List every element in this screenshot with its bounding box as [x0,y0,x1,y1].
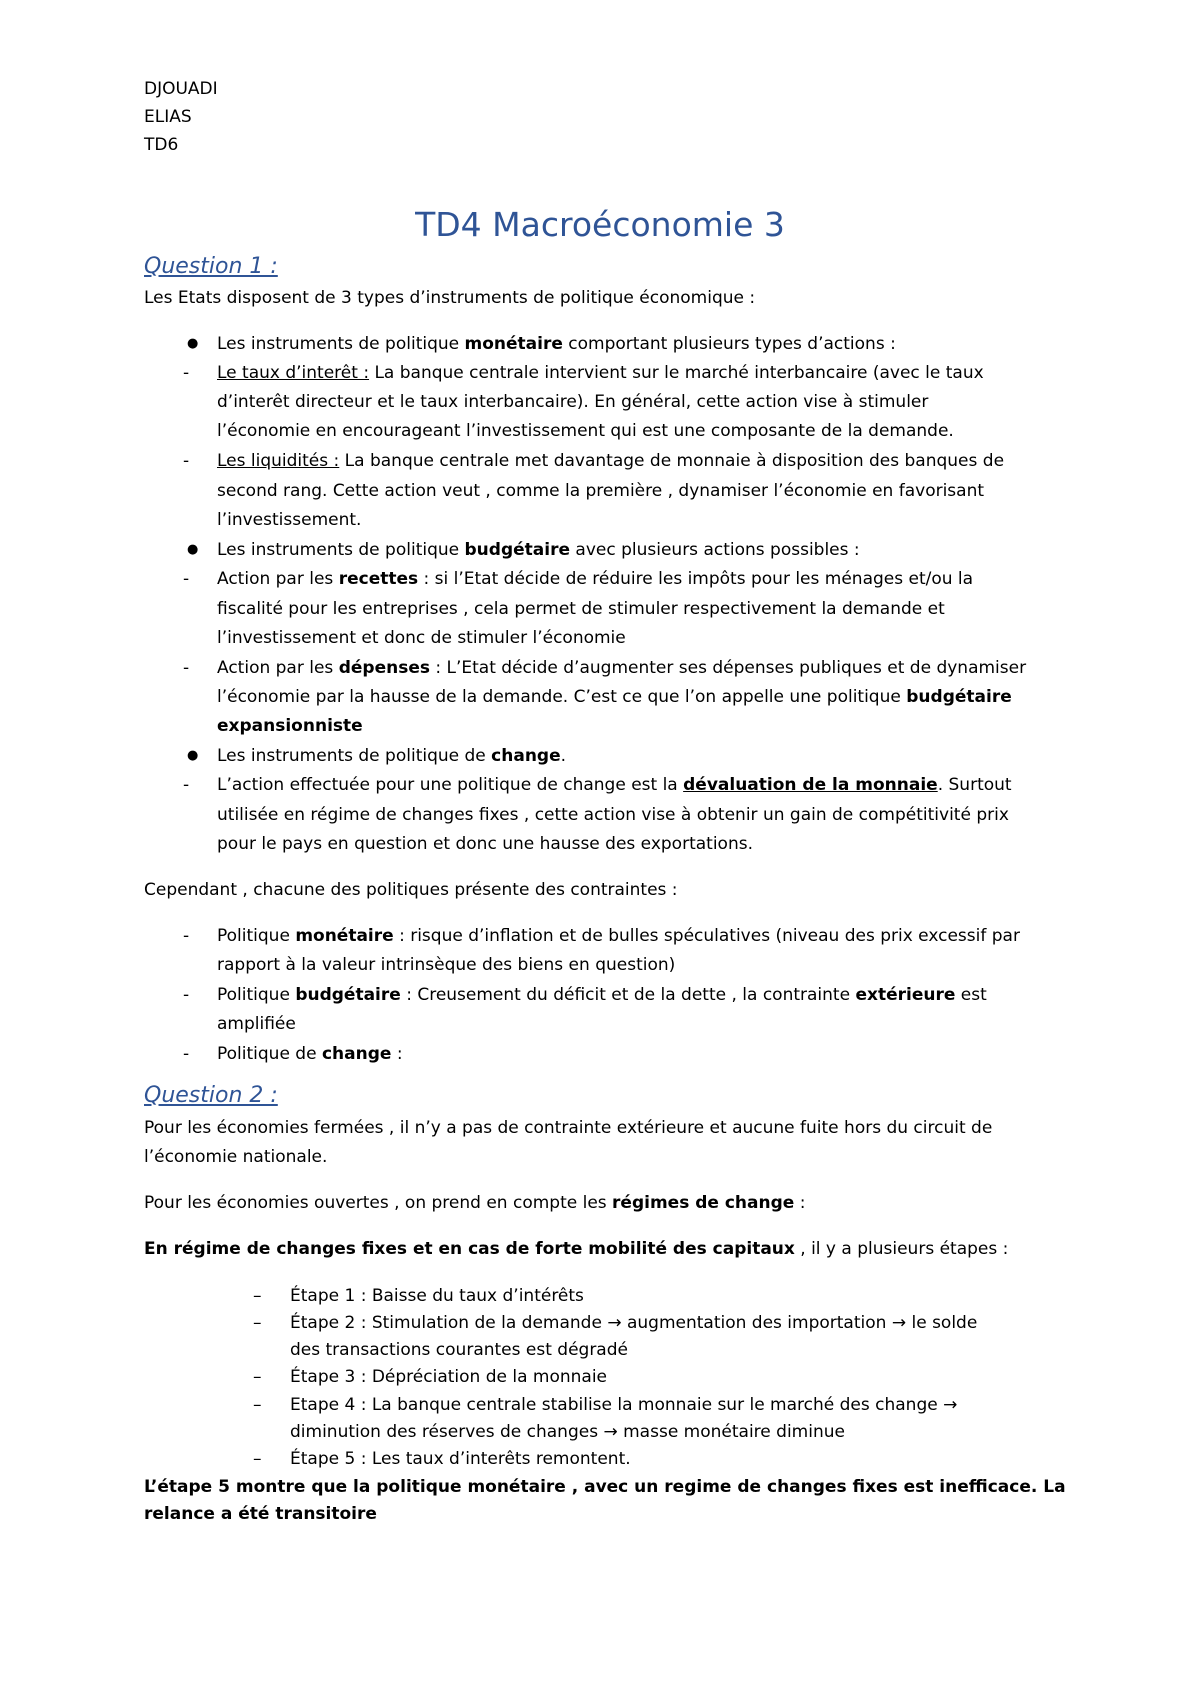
liquidites-line-2: second rang. Cette action veut , comme la première , dynamiser l’économie en favorisant [217,481,985,501]
etape-2-line-1: Étape 2 : Stimulation de la demande → augmentation des importation → le solde [290,1313,978,1333]
dash-icon: – [253,1449,262,1469]
arrow-right-icon: → [603,1422,618,1442]
question-2-heading: Question 2 : [144,1083,278,1108]
etape-4-line-1: Etape 4 : La banque centrale stabilise la monnaie sur le marché des change → [290,1395,958,1415]
etape-1: Étape 1 : Baisse du taux d’intérêts [290,1286,584,1306]
liquidites-line-1: Les liquidités : La banque centrale met davantage de monnaie à disposition des banques de [217,451,1005,471]
monetaire-line: Les instruments de politique monétaire comportant plusieurs types d’actions : [217,334,896,354]
taux-line-3: l’économie en encourageant l’investissement qui est une composante de la demande. [217,421,954,441]
fixes-line: En régime de changes fixes et en cas de forte mobilité des capitaux , il y a plusieurs étapes : [144,1239,1009,1259]
recettes-line-1: Action par les recettes : si l’Etat décide de réduire les impôts pour les ménages et/ou la [217,569,974,589]
bullet-icon: ● [187,336,199,351]
depenses-line-1: Action par les dépenses : L’Etat décide d’augmenter ses dépenses publiques et de dynamiser [217,658,1027,678]
depenses-line-3: expansionniste [217,716,363,736]
bullet-icon: ● [187,542,199,557]
cependant-line: Cependant , chacune des politiques présente des contraintes : [144,880,678,900]
c-change-line: Politique de change : [217,1044,403,1064]
budgetaire-line: Les instruments de politique budgétaire avec plusieurs actions possibles : [217,540,860,560]
fermees-line-2: l’économie nationale. [144,1147,328,1167]
recettes-line-3: l’investissement et donc de stimuler l’économie [217,628,626,648]
devaluation-line-1: L’action effectuée pour une politique de change est la dévaluation de la monnaie. Surtout [217,775,1012,795]
dash-icon: – [253,1286,262,1306]
dash-icon: - [183,658,190,678]
author-first-name: ELIAS [144,107,192,127]
dash-icon: - [183,775,190,795]
conclusion-line-1: L’étape 5 montre que la politique monétaire , avec un regime de changes fixes est inefficace. La [144,1477,1066,1497]
dash-icon: – [253,1395,262,1415]
document-title: TD4 Macroéconomie 3 [415,205,785,244]
c-monetaire-line-1: Politique monétaire : risque d’inflation et de bulles spéculatives (niveau des prix excessif par [217,926,1020,946]
recettes-line-2: fiscalité pour les entreprises , cela permet de stimuler respectivement la demande et [217,599,945,619]
dash-icon: - [183,451,190,471]
dash-icon: – [253,1367,262,1387]
c-monetaire-line-2: rapport à la valeur intrinsèque des biens en question) [217,955,676,975]
dash-icon: – [253,1313,262,1333]
liquidites-line-3: l’investissement. [217,510,362,530]
conclusion-line-2: relance a été transitoire [144,1504,377,1524]
etape-3: Étape 3 : Dépréciation de la monnaie [290,1367,608,1387]
taux-line-2: d’interêt directeur et le taux interbancaire). En général, cette action vise à stimuler [217,392,929,412]
fermees-line-1: Pour les économies fermées , il n’y a pas de contrainte extérieure et aucune fuite hors du circuit de [144,1118,993,1138]
depenses-line-2: l’économie par la hausse de la demande. C’est ce que l’on appelle une politique budgétaire [217,687,1012,707]
ouvertes-line: Pour les économies ouvertes , on prend en compte les régimes de change : [144,1193,806,1213]
devaluation-line-2: utilisée en régime de changes fixes , cette action vise à obtenir un gain de compétitivité prix [217,805,1009,825]
arrow-right-icon: → [943,1395,958,1415]
devaluation-line-3: pour le pays en question et donc une hausse des exportations. [217,834,753,854]
taux-line-1: Le taux d’interêt : La banque centrale intervient sur le marché interbancaire (avec le taux [217,363,984,383]
dash-icon: - [183,1044,190,1064]
c-budgetaire-line-2: amplifiée [217,1014,296,1034]
change-line: Les instruments de politique de change. [217,746,567,766]
q1-intro: Les Etats disposent de 3 types d’instruments de politique économique : [144,288,756,308]
arrow-right-icon: → [891,1313,907,1333]
group-label: TD6 [144,135,179,155]
c-budgetaire-line-1: Politique budgétaire : Creusement du déficit et de la dette , la contrainte extérieure est [217,985,987,1005]
question-1-heading: Question 1 : [144,254,278,279]
dash-icon: - [183,926,190,946]
etape-4-line-2: diminution des réserves de changes → masse monétaire diminue [290,1422,845,1442]
bullet-icon: ● [187,748,199,763]
dash-icon: - [183,363,190,383]
dash-icon: - [183,569,190,589]
dash-icon: - [183,985,190,1005]
etape-2-line-2: des transactions courantes est dégradé [290,1340,628,1360]
author-last-name: DJOUADI [144,79,218,99]
arrow-right-icon: → [607,1313,622,1333]
etape-5: Étape 5 : Les taux d’interêts remontent. [290,1449,631,1469]
